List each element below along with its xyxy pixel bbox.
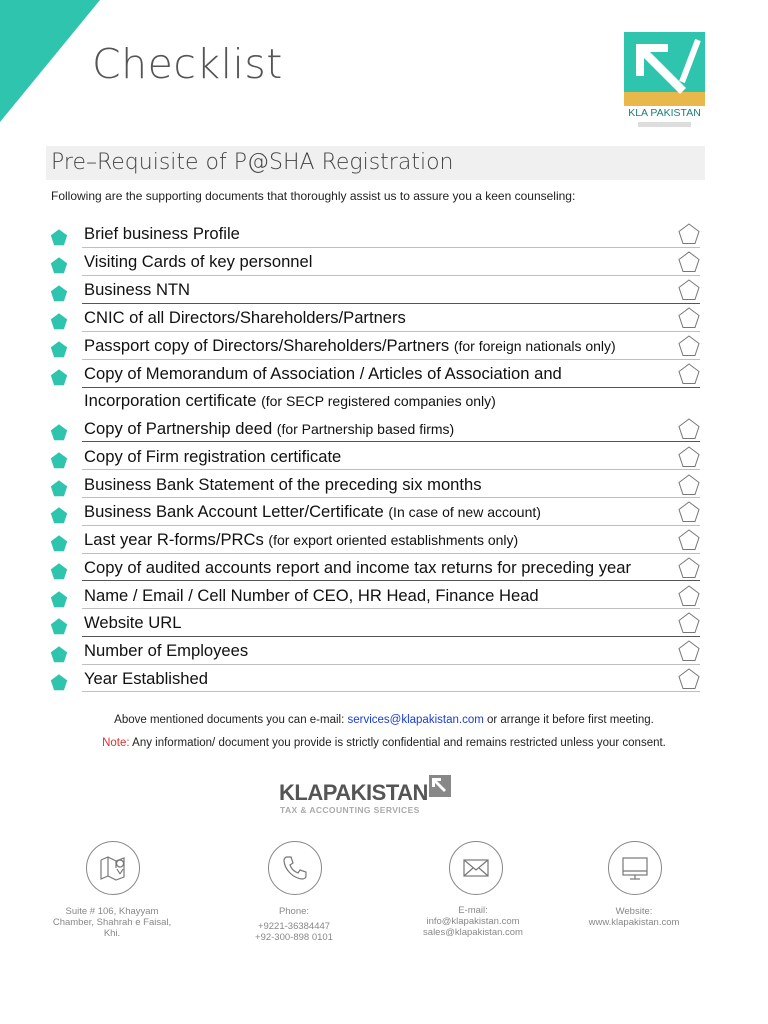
checklist-item	[84, 280, 190, 300]
email-sales[interactable]: sales@klapakistan.com	[423, 927, 523, 938]
address-text: Suite # 106, Khayyam Chamber, Shahrah e Faisal, Khi.	[52, 906, 172, 939]
row-divider	[82, 303, 700, 304]
email-block	[408, 905, 538, 938]
confidential-note	[0, 737, 768, 749]
website-block	[574, 906, 694, 928]
checklist-item	[84, 419, 454, 439]
checkbox-icon[interactable]	[678, 585, 700, 607]
item-text: Business Bank Statement of the preceding six months	[84, 475, 482, 494]
bullet-icon	[50, 480, 68, 497]
checkbox-icon[interactable]	[678, 557, 700, 579]
checklist-item	[84, 558, 631, 578]
phone-number-2[interactable]: +92-300-898 0101	[255, 932, 333, 943]
item-text: Copy of Partnership deed	[84, 419, 277, 438]
phone-circle	[268, 841, 322, 895]
bullet-icon	[50, 285, 68, 302]
item-text: Last year R-forms/PRCs	[84, 530, 269, 549]
item-text: Year Established	[84, 669, 208, 688]
note-text: Any information/ document you provide is strictly confidential and remains restricted unless your consent.	[129, 737, 666, 749]
item-text: Number of Employees	[84, 641, 249, 660]
checklist-item	[84, 447, 341, 467]
row-divider	[82, 664, 700, 665]
row-divider	[82, 691, 700, 692]
checkbox-icon[interactable]	[678, 335, 700, 357]
website-circle	[608, 841, 662, 895]
row-divider	[82, 497, 700, 498]
checkbox-icon[interactable]	[678, 307, 700, 329]
row-divider	[82, 469, 700, 470]
bullet-icon	[50, 257, 68, 274]
checklist-item	[84, 475, 482, 495]
bullet-icon	[50, 563, 68, 580]
checkbox-icon[interactable]	[678, 418, 700, 440]
section-title: Pre–Requisite of P@SHA Registration	[51, 150, 454, 175]
email-label: E-mail:	[458, 905, 488, 916]
row-divider	[82, 608, 700, 609]
mail-prefix: Above mentioned documents you can e-mail:	[114, 714, 348, 726]
bullet-icon	[50, 452, 68, 469]
page-title: Checklist	[92, 40, 283, 88]
checklist-item	[84, 252, 312, 272]
note-label: Note:	[102, 737, 130, 749]
website-label: Website:	[615, 906, 653, 917]
checklist-item	[84, 613, 181, 633]
item-text: Passport copy of Directors/Shareholders/Partners	[84, 336, 454, 355]
bullet-icon	[50, 591, 68, 608]
row-divider	[82, 636, 700, 637]
checkbox-icon[interactable]	[678, 363, 700, 385]
row-divider	[82, 441, 700, 442]
item-note: (In case of new account)	[388, 504, 541, 520]
row-divider	[82, 331, 700, 332]
item-text: Copy of Memorandum of Association / Articles of Association and	[84, 364, 562, 383]
section-banner	[46, 146, 705, 180]
location-circle	[86, 841, 140, 895]
item-text: Business NTN	[84, 280, 191, 299]
bullet-icon	[50, 618, 68, 635]
item-text: Website URL	[84, 613, 182, 632]
item-text: Copy of Firm registration certificate	[84, 447, 342, 466]
bullet-icon	[50, 229, 68, 246]
checkbox-icon[interactable]	[678, 529, 700, 551]
row-divider	[82, 275, 700, 276]
checklist-item	[84, 224, 240, 244]
row-divider	[82, 247, 700, 248]
checklist-item	[84, 502, 541, 522]
mail-suffix: or arrange it before first meeting.	[483, 714, 654, 726]
item-text: CNIC of all Directors/Shareholders/Partners	[84, 308, 406, 327]
checkbox-icon[interactable]	[678, 668, 700, 690]
bullet-icon	[50, 507, 68, 524]
item-note: (for Partnership based firms)	[276, 421, 455, 437]
checklist-item	[84, 586, 539, 606]
checkbox-icon[interactable]	[678, 612, 700, 634]
envelope-icon	[461, 853, 491, 883]
phone-block	[234, 906, 354, 943]
row-divider	[82, 387, 700, 388]
item-text: Visiting Cards of key personnel	[84, 252, 313, 271]
checklist-item	[84, 641, 248, 661]
phone-label: Phone:	[278, 906, 310, 917]
kla-logo	[624, 32, 705, 130]
brand-mark-icon	[429, 775, 451, 797]
checklist-item	[84, 364, 562, 384]
item-text: Business Bank Account Letter/Certificate	[84, 502, 389, 521]
row-divider	[82, 580, 700, 581]
phone-icon	[280, 853, 310, 883]
footer-brand-sub: TAX & ACCOUNTING SERVICES	[280, 805, 420, 815]
bullet-icon	[50, 674, 68, 691]
checkbox-icon[interactable]	[678, 640, 700, 662]
corner-accent	[0, 0, 100, 122]
bullet-icon	[50, 313, 68, 330]
bullet-icon	[50, 646, 68, 663]
monitor-icon	[620, 853, 650, 883]
checklist-item	[84, 530, 518, 550]
section-intro: Following are the supporting documents that thoroughly assist us to assure you a keen counseling:	[51, 189, 576, 203]
item-text: Brief business Profile	[84, 224, 240, 243]
map-icon	[98, 853, 128, 883]
item-text: Incorporation certificate	[84, 391, 262, 410]
checklist-item	[84, 308, 406, 328]
item-note: (for export oriented establishments only)	[268, 532, 519, 548]
row-divider	[82, 359, 700, 360]
email-circle	[449, 841, 503, 895]
item-text: Copy of audited accounts report and income tax returns for preceding year	[84, 558, 631, 577]
checkbox-icon[interactable]	[678, 251, 700, 273]
phone-number-1[interactable]: +9221-36384447	[257, 921, 331, 932]
checkbox-icon[interactable]	[678, 501, 700, 523]
bullet-icon	[50, 424, 68, 441]
item-note: (for foreign nationals only)	[453, 338, 616, 354]
checklist-item	[84, 336, 616, 356]
email-info[interactable]: info@klapakistan.com	[426, 916, 520, 927]
checklist-item	[84, 669, 208, 689]
checklist-item	[84, 391, 496, 411]
bullet-icon	[50, 535, 68, 552]
services-email-link[interactable]: services@klapakistan.com	[347, 714, 484, 726]
email-instruction	[0, 714, 768, 726]
checkbox-icon[interactable]	[678, 474, 700, 496]
checkbox-icon[interactable]	[678, 223, 700, 245]
row-divider	[82, 553, 700, 554]
bullet-icon	[50, 369, 68, 386]
website-link[interactable]: www.klapakistan.com	[588, 917, 680, 928]
item-note: (for SECP registered companies only)	[261, 393, 496, 409]
row-divider	[82, 525, 700, 526]
checkbox-icon[interactable]	[678, 446, 700, 468]
item-text: Name / Email / Cell Number of CEO, HR Head, Finance Head	[84, 586, 539, 605]
checkbox-icon[interactable]	[678, 279, 700, 301]
bullet-icon	[50, 341, 68, 358]
footer-brand: KLAPAKISTAN	[279, 780, 428, 805]
logo-text: KLA PAKISTAN	[628, 107, 701, 119]
